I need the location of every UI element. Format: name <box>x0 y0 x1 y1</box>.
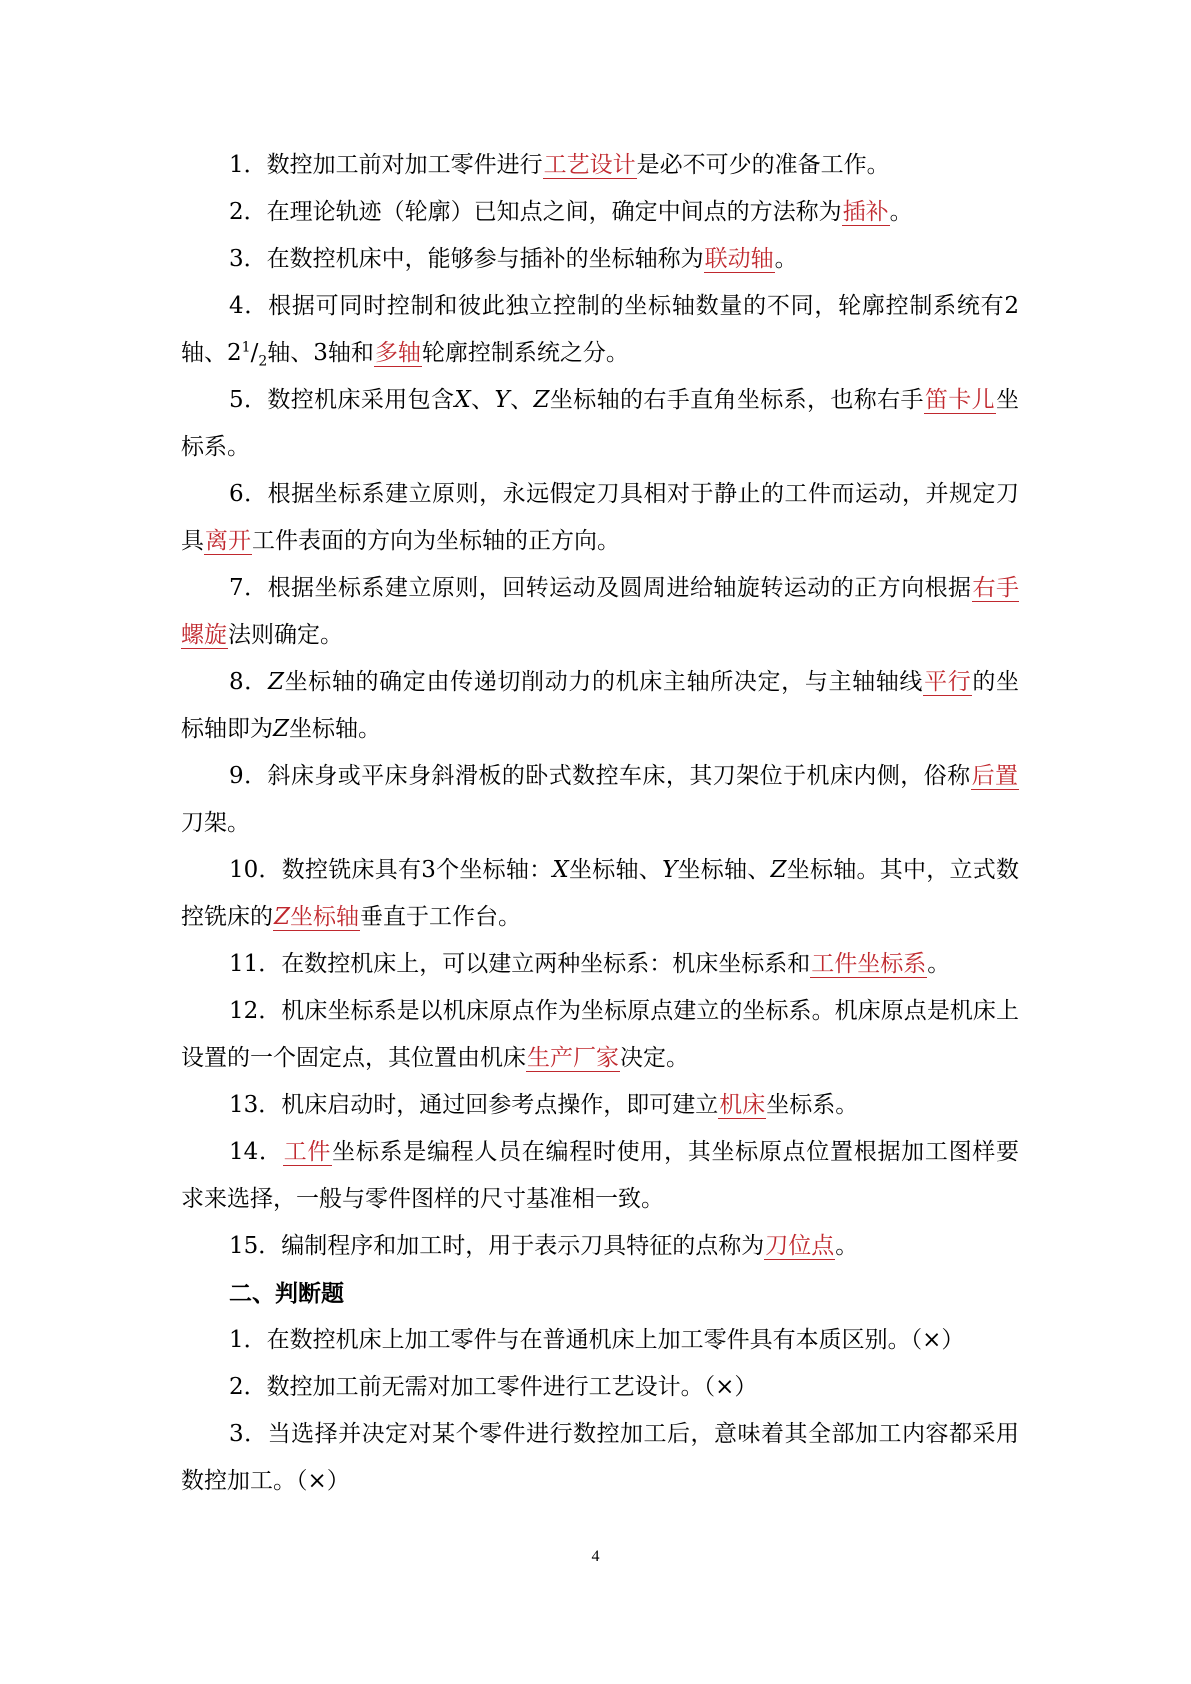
item-text: 13．机床启动时，通过回参考点操作，即可建立 <box>229 1092 719 1118</box>
axis-variable: Z <box>273 716 289 742</box>
fill-item-3 <box>181 236 1019 283</box>
item-text: 。 <box>889 199 913 225</box>
answer-text <box>273 904 360 931</box>
document-page <box>181 142 1019 1505</box>
item-text: 5．数控机床采用包含 <box>229 387 455 413</box>
answer-text: 生产厂家 <box>527 1045 619 1071</box>
answer-text: 工艺设计 <box>543 152 636 178</box>
fill-item-9 <box>181 753 1019 847</box>
item-text: 11．在数控机床上，可以建立两种坐标系：机床坐标系和 <box>229 951 811 977</box>
true-false-item-3: 3．当选择并决定对某个零件进行数控加工后，意味着其全部加工内容都采用数控加工。（×） <box>181 1421 1019 1494</box>
answer-text: 工件坐标系 <box>811 951 927 977</box>
item-text: 垂直于工作台。 <box>359 904 521 930</box>
answer-text: 离开 <box>205 528 251 554</box>
item-text: 1．数控加工前对加工零件进行 <box>229 152 543 178</box>
answer-text: 插补 <box>842 199 889 225</box>
item-text: 坐标轴、 <box>677 857 771 883</box>
axis-variable: Z <box>267 669 284 695</box>
answer-text: 多轴 <box>374 340 421 366</box>
axis-variable: X <box>552 857 569 883</box>
item-text: 决定。 <box>620 1045 689 1071</box>
item-text: 8． <box>229 669 268 695</box>
answer-text: 笛卡儿 <box>924 387 996 413</box>
fraction-slash: / <box>250 340 259 366</box>
fill-item-4 <box>181 283 1019 377</box>
fill-item-6 <box>181 471 1019 565</box>
answer-text: 刀位点 <box>765 1233 835 1259</box>
item-text: 的坐标轴即为 <box>181 669 1020 742</box>
item-text: 7．根据坐标系建立原则，回转运动及圆周进给轴旋转运动的正方向根据 <box>229 575 972 601</box>
fill-item-15 <box>181 1223 1019 1270</box>
superscript: 1 <box>241 339 251 356</box>
item-text: 2．在理论轨迹（轮廓）已知点之间，确定中间点的方法称为 <box>229 199 842 225</box>
item-text: 坐标轴。其中，立式数控铣床的 <box>181 857 1020 930</box>
item-text: 刀架。 <box>181 810 250 836</box>
item-text: 法则确定。 <box>228 622 343 648</box>
fill-item-11 <box>181 941 1019 988</box>
item-text: 14． <box>229 1139 283 1165</box>
item-text: 坐标轴。 <box>288 716 381 742</box>
item-text: 6．根据坐标系建立原则，永远假定刀具相对于静止的工件而运动，并规定刀具 <box>181 481 1019 554</box>
item-text: 12．机床坐标系是以机床原点作为坐标原点建立的坐标系。机床原点是机床上设置的一个固定点，其位置由机床 <box>181 998 1019 1071</box>
answer-text-part: 坐标轴 <box>289 904 359 930</box>
item-text: 15．编制程序和加工时，用于表示刀具特征的点称为 <box>229 1233 765 1259</box>
axis-variable: Z <box>770 857 787 883</box>
item-text: 坐标系是编程人员在编程时使用，其坐标原点位置根据加工图样要求来选择，一般与零件图样的尺寸基准相一致。 <box>181 1139 1019 1212</box>
answer-text: 联动轴 <box>704 246 774 272</box>
fill-item-2 <box>181 189 1019 236</box>
item-text: 是必不可少的准备工作。 <box>636 152 890 178</box>
fill-item-8 <box>181 659 1019 753</box>
item-text: 轮廓控制系统之分。 <box>421 340 629 366</box>
axis-variable: Y <box>662 857 678 883</box>
fill-item-7 <box>181 565 1019 659</box>
answer-text: 平行 <box>924 669 972 695</box>
true-false-item-2: 2．数控加工前无需对加工零件进行工艺设计。（×） <box>229 1374 758 1400</box>
fill-item-14 <box>181 1129 1019 1223</box>
fill-item-1 <box>181 142 1019 189</box>
axis-variable: Z <box>533 387 550 413</box>
item-text: 、 <box>509 387 534 413</box>
fill-item-12 <box>181 988 1019 1082</box>
item-text: 10．数控铣床具有3个坐标轴： <box>229 857 553 883</box>
answer-text: 右手螺旋 <box>181 575 1019 648</box>
axis-variable: Z <box>274 904 290 930</box>
section-heading: 二、判断题 <box>229 1280 344 1307</box>
answer-text: 机床 <box>719 1092 766 1118</box>
true-false-item-1: 1．在数控机床上加工零件与在普通机床上加工零件具有本质区别。（×） <box>229 1327 965 1353</box>
item-text: 工件表面的方向为坐标轴的正方向。 <box>252 528 620 554</box>
subscript: 2 <box>258 353 268 370</box>
item-text: 坐标系。 <box>181 387 1020 460</box>
item-text: 、 <box>470 387 495 413</box>
fill-item-13 <box>181 1082 1019 1129</box>
fill-item-5 <box>181 377 1019 471</box>
answer-text: 工件 <box>283 1139 332 1165</box>
fill-item-10 <box>181 847 1019 941</box>
item-text: 坐标轴、 <box>568 857 663 883</box>
item-text: 。 <box>835 1233 859 1259</box>
item-text: 4．根据可同时控制和彼此独立控制的坐标轴数量的不同，轮廓控制系统有2轴、2 <box>181 293 1019 366</box>
item-text: 轴、3轴和 <box>267 340 374 366</box>
axis-variable: Y <box>494 387 510 413</box>
page-number: 4 <box>591 1548 600 1565</box>
item-text: 。 <box>774 246 798 272</box>
item-text: 3．在数控机床中，能够参与插补的坐标轴称为 <box>229 246 704 272</box>
item-text: 9．斜床身或平床身斜滑板的卧式数控车床，其刀架位于机床内侧，俗称 <box>229 763 971 789</box>
answer-text: 后置 <box>971 763 1018 789</box>
axis-variable: X <box>454 387 471 413</box>
item-text: 坐标轴的确定由传递切削动力的机床主轴所决定，与主轴轴线 <box>283 669 924 695</box>
item-text: 坐标轴的右手直角坐标系，也称右手 <box>549 387 924 413</box>
item-text: 。 <box>927 951 951 977</box>
item-text: 坐标系。 <box>766 1092 859 1118</box>
